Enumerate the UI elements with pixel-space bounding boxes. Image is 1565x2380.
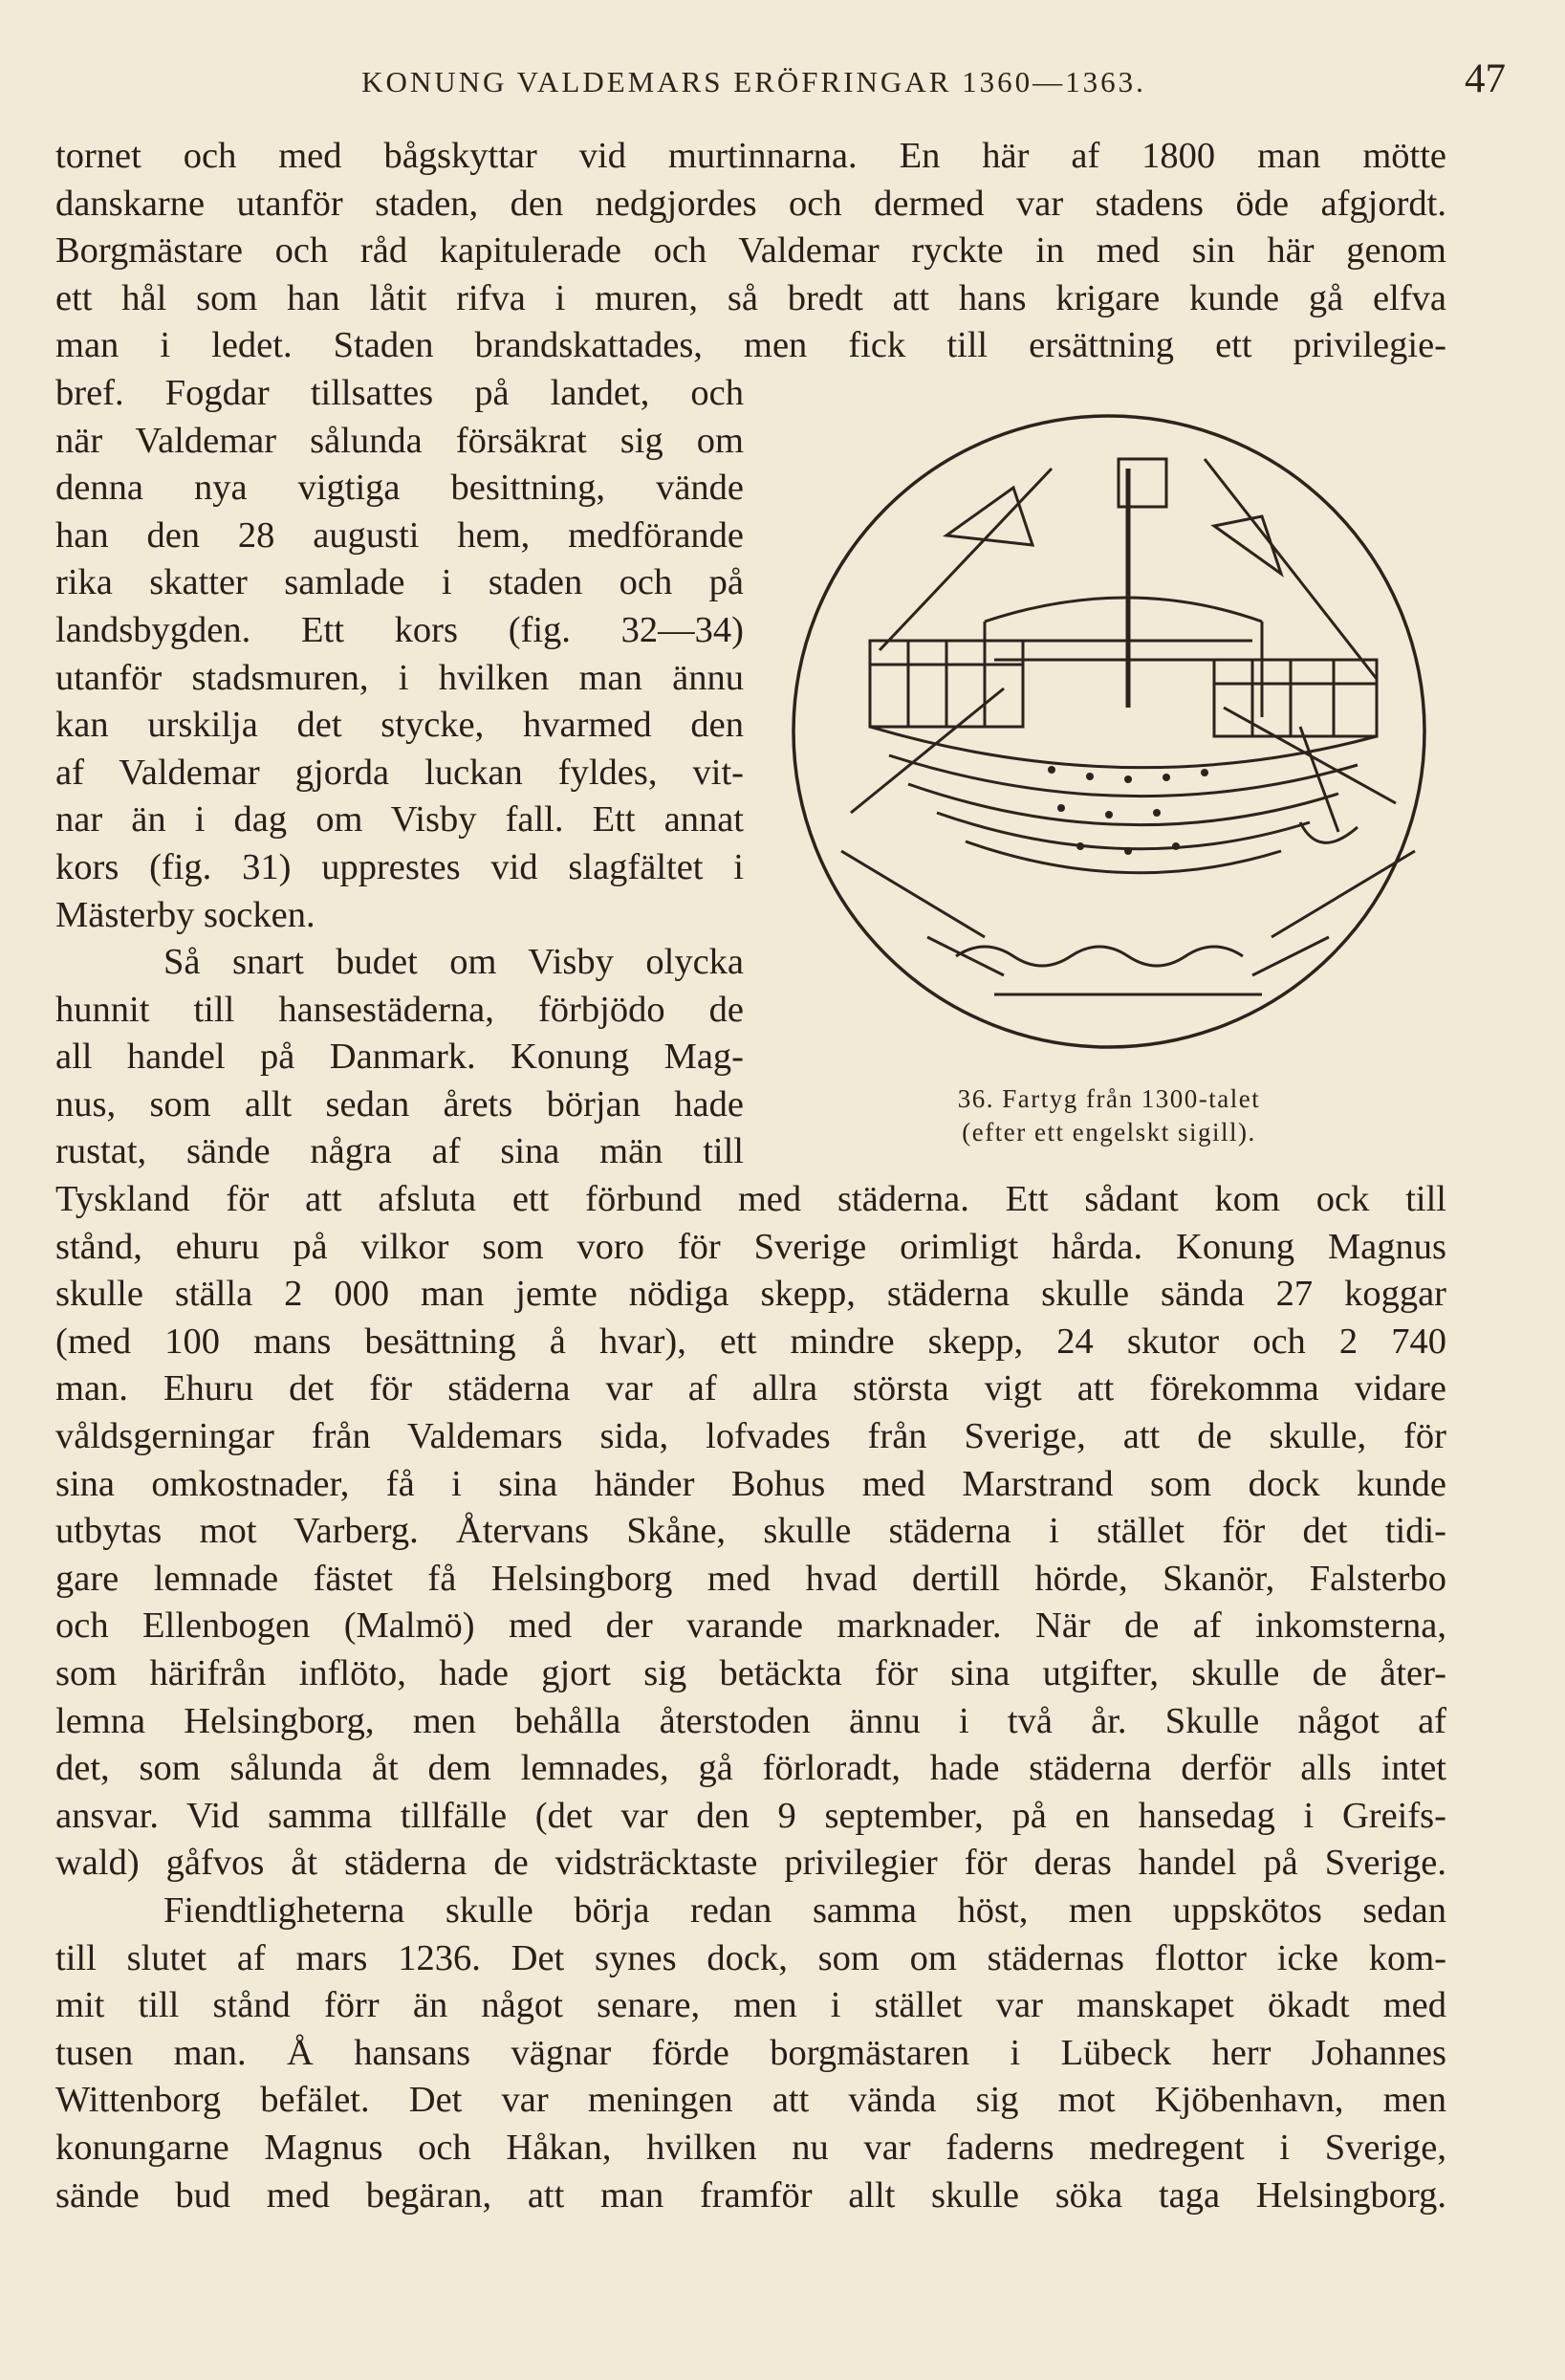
text-line: mit till stånd förr än något senare, men i stället var manskapet ökadt med (55, 1985, 1446, 2026)
text-line: all handel på Danmark. Konung Mag- (55, 1037, 744, 1078)
text-line: Fiendtligheterna skulle börja redan samma höst, men uppskötos sedan (163, 1889, 1446, 1931)
text-line: sände bud med begäran, att man framför allt skulle söka taga Helsingborg. (55, 2174, 1446, 2216)
text-line: stånd, ehuru på vilkor som voro för Sverige orimligt hårda. Konung Magnus (55, 1226, 1446, 1267)
text-line: bref. Fogdar tillsattes på landet, och (55, 372, 744, 413)
figure-caption (765, 1082, 1453, 1149)
text-line: det, som sålunda åt dem lemnades, gå förloradt, hade städerna derför alls intet (55, 1748, 1446, 1789)
text-line: man. Ehuru det för städerna var af allra största vigt att förekomma vidare (55, 1368, 1446, 1409)
text-line: af Valdemar gjorda luckan fyldes, vit- (55, 752, 744, 793)
text-line: Tyskland för att afsluta ett förbund med städerna. Ett sådant kom ock till (55, 1179, 1446, 1220)
running-title: KONUNG VALDEMARS ERÖFRINGAR 1360—1363. (361, 65, 1146, 98)
text-line: ansvar. Vid samma tillfälle (det var den 9 september, på en hansedag i Greifs- (55, 1795, 1446, 1836)
text-line: skulle ställa 2 000 man jemte nödiga skepp, städerna skulle sända 27 koggar (55, 1274, 1446, 1315)
text-line: han den 28 augusti hem, medförande (55, 514, 744, 556)
text-line: utanför stadsmuren, i hvilken man ännu (55, 657, 744, 698)
text-line: denna nya vigtiga besittning, vände (55, 468, 744, 509)
text-line: när Valdemar sålunda försäkrat sig om (55, 420, 744, 461)
text-line: landsbygden. Ett kors (fig. 32—34) (55, 609, 744, 650)
text-line: gare lemnade fästet få Helsingborg med hvad dertill hörde, Skanör, Falsterbo (55, 1558, 1446, 1599)
figure-36 (765, 402, 1453, 1167)
text-line: hunnit till hansestäderna, förbjödo de (55, 989, 744, 1030)
caption-line-1: 36. Fartyg från 1300-talet (957, 1084, 1261, 1113)
text-line: wald) gåfvos åt städerna de vidsträcktaste privilegier för deras handel på Sverige. (55, 1843, 1446, 1884)
text-line: Borgmästare och råd kapitulerade och Valdemar ryckte in med sin här genom (55, 230, 1446, 272)
text-line: och Ellenbogen (Malmö) med der varande marknader. När de af inkomsterna, (55, 1605, 1446, 1647)
text-line: konungarne Magnus och Håkan, hvilken nu var faderns medregent i Sverige, (55, 2127, 1446, 2168)
running-head (57, 55, 1506, 113)
text-line: rustat, sände några af sina män till (55, 1131, 744, 1172)
caption-line-2: (efter ett engelskt sigill). (962, 1118, 1256, 1146)
text-line: kan urskilja det stycke, hvarmed den (55, 705, 744, 746)
text-line: lemna Helsingborg, men behålla återstoden ännu i två år. Skulle något af (55, 1700, 1446, 1741)
text-line: nar än i dag om Visby fall. Ett annat (55, 799, 744, 841)
text-line: våldsgerningar från Valdemars sida, lofvades från Sverige, att de skulle, för (55, 1416, 1446, 1457)
page-number: 47 (1465, 56, 1506, 101)
text-line: (med 100 mans besättning å hvar), ett mindre skepp, 24 skutor och 2 740 (55, 1321, 1446, 1362)
text-line: kors (fig. 31) upprestes vid slagfältet i (55, 846, 744, 887)
text-line: man i ledet. Staden brandskattades, men fick till ersättning ett privilegie- (55, 325, 1446, 366)
text-line: danskarne utanför staden, den nedgjordes och dermed var stadens öde afgjordt. (55, 183, 1446, 224)
text-line: till slutet af mars 1236. Det synes dock, som om städernas flottor icke kom- (55, 1937, 1446, 1978)
text-line: som härifrån inflöto, hade gjort sig betäckta för sina utgifter, skulle de åter- (55, 1653, 1446, 1693)
ship-seal-icon (765, 402, 1453, 1071)
text-line: ett hål som han låtit rifva i muren, så bredt att hans krigare kunde gå elfva (55, 277, 1446, 318)
text-line: nus, som allt sedan årets början hade (55, 1083, 744, 1124)
text-line: tornet och med bågskyttar vid murtinnarna. En här af 1800 man mötte (55, 136, 1446, 176)
text-line: utbytas mot Varberg. Återvans Skåne, skulle städerna i stället för det tidi- (55, 1511, 1446, 1552)
text-line: Wittenborg befälet. Det var meningen att vända sig mot Kjöbenhavn, men (55, 2080, 1446, 2121)
text-line: rika skatter samlade i staden och på (55, 562, 744, 603)
text-line: tusen man. Å hansans vägnar förde borgmästaren i Lübeck herr Johannes (55, 2032, 1446, 2073)
text-line: Mästerby socken. (55, 894, 315, 935)
text-line: sina omkostnader, få i sina händer Bohus med Marstrand som dock kunde (55, 1463, 1446, 1504)
text-line: Så snart budet om Visby olycka (163, 942, 744, 983)
